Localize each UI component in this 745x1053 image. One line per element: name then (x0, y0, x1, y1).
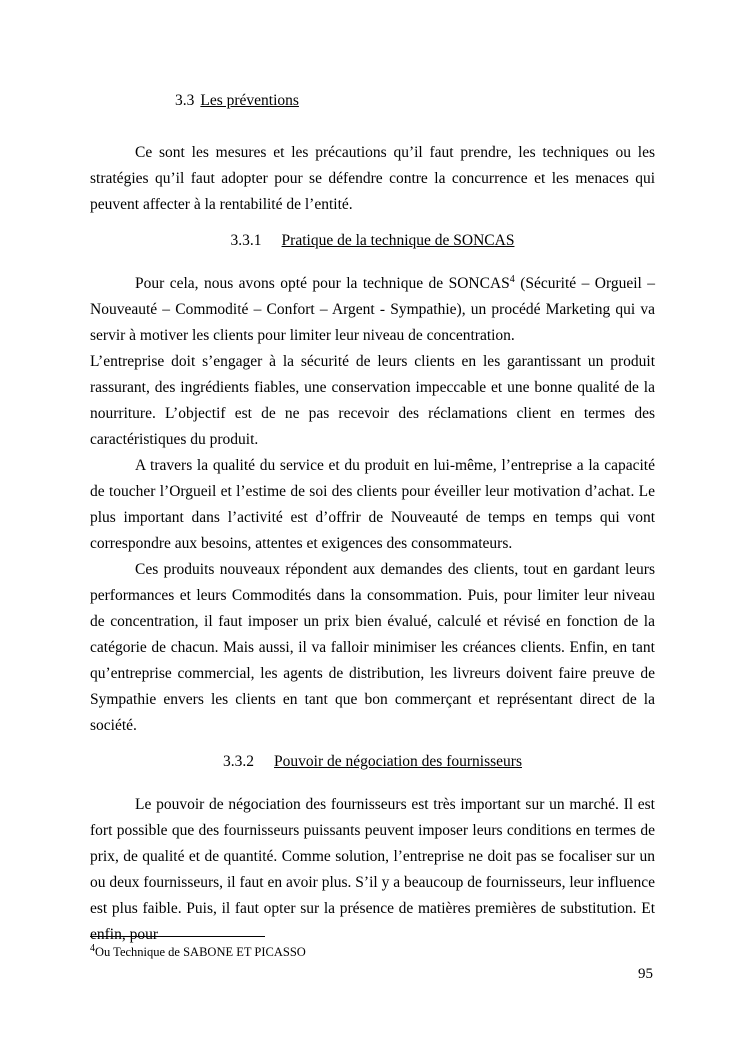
footnote (90, 944, 655, 960)
paragraph-intro: Ce sont les mesures et les précautions qu’il faut prendre, les techniques ou les stratégies qu’il faut adopter pour se défendre contre la concurrence et les menaces qui peuvent affecter à la rentabilité de l’entité. (90, 144, 655, 213)
footnote-reference: 4 (509, 273, 515, 285)
page-number: 95 (638, 966, 653, 982)
paragraph-securite: L’entreprise doit s’engager à la sécurité de leurs clients en les garantissant un produit rassurant, des ingrédients fiables, une conservation impeccable et une bonne qualité de la nourriture. L’objectif est de ne pas recevoir des réclamations client en termes des caractéristiques du produit. (90, 353, 655, 448)
section-heading-3-3-1 (90, 228, 655, 254)
footnote-area (90, 936, 655, 960)
paragraph-orgueil: A travers la qualité du service et du produit en lui-même, l’entreprise a la capacité de toucher l’Orgueil et l’estime de soi des clients pour éveiller leur motivation d’achat. Le plus important dans l’activité est d’offrir de Nouveauté de temps en temps qui vont correspondre aux besoins, attentes et exigences des consommateurs. (90, 457, 655, 552)
section-number: 3.3 (175, 92, 195, 109)
section-heading-3-3 (175, 88, 655, 114)
paragraph-soncas (90, 271, 655, 349)
subsection-number: 3.3.1 (230, 232, 262, 249)
paragraph-fournisseurs: Le pouvoir de négociation des fournisseurs est très important sur un marché. Il est fort possible que des fournisseurs puissants peuvent imposer leurs conditions en termes de prix, de qualité et de quantité. Comme solution, l’entreprise ne doit pas se focaliser sur un ou deux fournisseurs, il faut en avoir plus. S’il y a beaucoup de fournisseurs, leur influence est plus faible. Puis, il faut opter sur la présence de matières premières de substitution. Et enfin, pour (90, 796, 655, 943)
paragraph-commodites: Ces produits nouveaux répondent aux demandes des clients, tout en gardant leurs performances et leurs Commodités dans la consommation. Puis, pour limiter leur niveau de concentration, il faut imposer un prix bien évalué, calculé et révisé en fonction de la catégorie de chacun. Mais aussi, il va falloir minimiser les créances clients. Enfin, en tant qu’entreprise commercial, les agents de distribution, les livreurs doivent faire preuve de Sympathie envers les clients en tant que bon commerçant et représentant direct de la société. (90, 561, 655, 734)
section-title: Les préventions (200, 92, 299, 109)
paragraph-text: (Sécurité – Orgueil – Nouveauté – Commodité – Confort – Argent - Sympathie), un procédé Marketing qui va servir à motiver les clients pour limiter leur niveau de concentration. (90, 275, 656, 344)
paragraph-text: Pour cela, nous avons opté pour la technique de SONCAS (135, 275, 510, 292)
section-heading-3-3-2 (90, 749, 655, 775)
subsection-number: 3.3.2 (223, 753, 255, 770)
footnote-separator (90, 936, 265, 937)
subsection-title: Pratique de la technique de SONCAS (281, 232, 515, 249)
footnote-marker: 4 (90, 942, 95, 954)
footnote-text: Ou Technique de SABONE ET PICASSO (95, 945, 306, 959)
subsection-title: Pouvoir de négociation des fournisseurs (274, 753, 522, 770)
